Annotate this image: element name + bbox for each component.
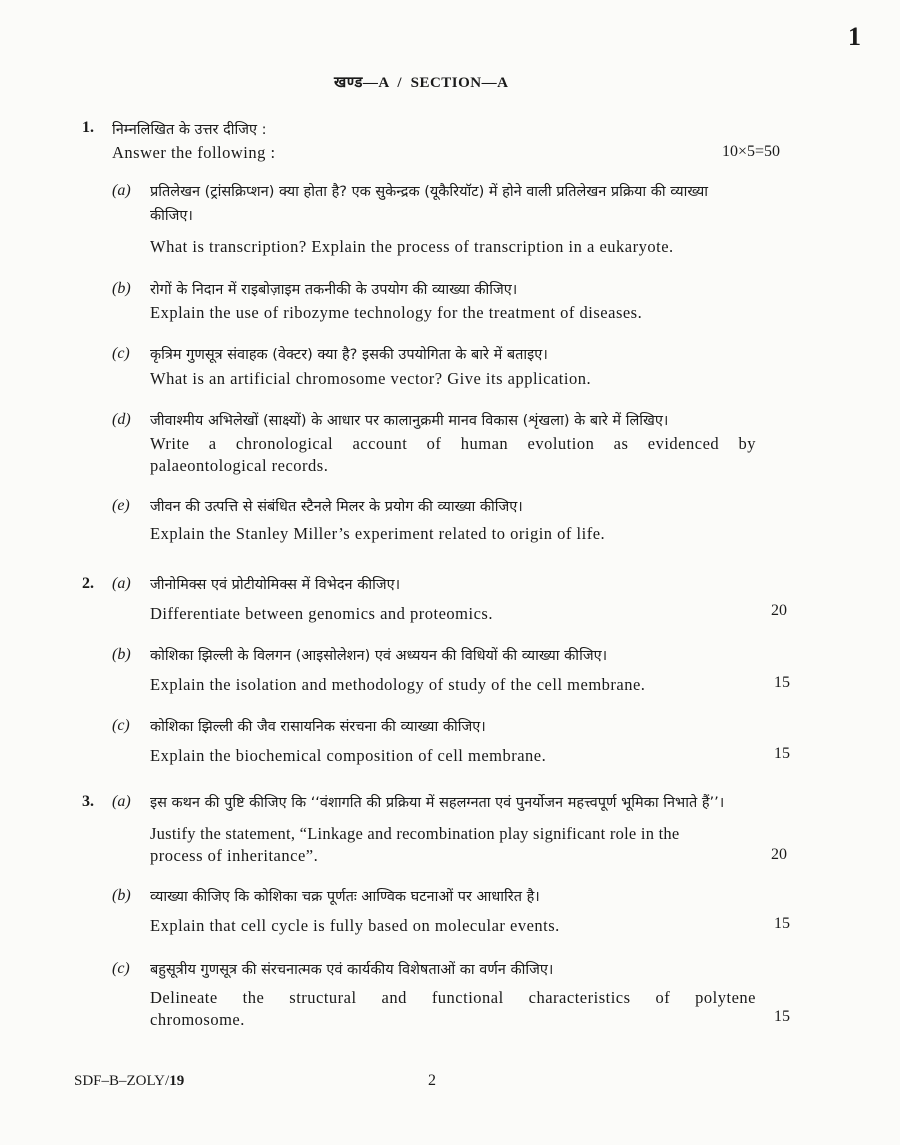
q1b-label: (b) [112, 280, 131, 297]
question-number-3: 3. [82, 793, 94, 810]
q2a-label: (a) [112, 575, 131, 592]
q3b-hindi: व्याख्या कीजिए कि कोशिका चक्र पूर्णतः आण्विक घटनाओं पर आधारित है। [150, 889, 540, 905]
q3c-label: (c) [112, 960, 130, 977]
corner-mark: 1 [848, 22, 861, 51]
q1e-label: (e) [112, 497, 130, 514]
q2c-label: (c) [112, 717, 130, 734]
q2a-english: Differentiate between genomics and proteomics. [150, 604, 493, 623]
q3b-label: (b) [112, 887, 131, 904]
q2b-hindi: कोशिका झिल्ली के विलगन (आइसोलेशन) एवं अध्ययन की विधियों की व्याख्या कीजिए। [150, 648, 608, 664]
paper-code [74, 1073, 184, 1090]
q3b-marks: 15 [774, 915, 790, 932]
q3c-english-line2: chromosome. [150, 1010, 245, 1029]
section-heading-hindi: खण्ड [334, 73, 363, 91]
q2a-marks: 20 [771, 602, 787, 619]
question-number-2: 2. [82, 575, 94, 592]
q1a-label: (a) [112, 182, 131, 199]
q1a-hindi-line2: कीजिए। [150, 208, 193, 224]
q2c-english: Explain the biochemical composition of cell membrane. [150, 746, 547, 765]
question-number-1: 1. [82, 119, 94, 136]
paper-code-year: 19 [169, 1073, 185, 1089]
section-heading-separator: —A / [362, 75, 411, 91]
q1a-hindi-line1: प्रतिलेखन (ट्रांसक्रिप्शन) क्या होता है? एक सुकेन्द्रक (यूकैरियॉट) में होने वाली प्रतिलेखन प्रक्रिया की व्याख्या [150, 184, 709, 200]
q3b-english: Explain that cell cycle is fully based on molecular events. [150, 916, 560, 935]
section-heading-english: SECTION—A [410, 75, 509, 91]
q2a-hindi: जीनोमिक्स एवं प्रोटीयोमिक्स में विभेदन कीजिए। [150, 577, 401, 593]
q3c-marks: 15 [774, 1008, 790, 1025]
q2c-marks: 15 [774, 745, 790, 762]
q1d-hindi: जीवाश्मीय अभिलेखों (साक्ष्यों) के आधार पर कालानुक्रमी मानव विकास (शृंखला) के बारे में लिखिए। [150, 413, 669, 429]
q1d-label: (d) [112, 411, 131, 428]
page-number: 2 [428, 1072, 436, 1089]
q3a-label: (a) [112, 793, 131, 810]
q1d-english-line1: Write a chronological account of human evolution as evidenced by [150, 434, 756, 453]
q1b-english: Explain the use of ribozyme technology for the treatment of diseases. [150, 303, 643, 322]
q3c-hindi: बहुसूत्रीय गुणसूत्र की संरचनात्मक एवं कार्यकीय विशेषताओं का वर्णन कीजिए। [150, 962, 554, 978]
q1d-english-line2: palaeontological records. [150, 456, 329, 475]
q1b-hindi: रोगों के निदान में राइबोज़ाइम तकनीकी के उपयोग की व्याख्या कीजिए। [150, 282, 518, 298]
q2b-marks: 15 [774, 674, 790, 691]
q1e-english: Explain the Stanley Miller’s experiment related to origin of life. [150, 524, 606, 543]
q2b-label: (b) [112, 646, 131, 663]
q1c-hindi: कृत्रिम गुणसूत्र संवाहक (वेक्टर) क्या है? इसकी उपयोगिता के बारे में बताइए। [150, 347, 548, 363]
q1-marks: 10×5=50 [722, 143, 781, 160]
q3a-hindi: इस कथन की पुष्टि कीजिए कि ‘‘वंशागति की प्रक्रिया में सहलग्नता एवं पुनर्योजन महत्त्वपूर्ण भूमिका निभाते हैं’’। [150, 795, 725, 811]
q3a-english-line1: Justify the statement, “Linkage and recombination play significant role in the [150, 824, 680, 843]
q3a-marks: 20 [771, 846, 787, 863]
q1-intro-english: Answer the following : [112, 143, 276, 162]
q3a-english-line2: process of inheritance”. [150, 846, 319, 865]
section-heading [334, 72, 508, 92]
paper-code-prefix: SDF–B–ZOLY/ [74, 1073, 170, 1089]
q2b-english: Explain the isolation and methodology of study of the cell membrane. [150, 675, 646, 694]
q3c-english-line1: Delineate the structural and functional characteristics of polytene [150, 988, 756, 1007]
q1c-label: (c) [112, 345, 130, 362]
q1c-english: What is an artificial chromosome vector? Give its application. [150, 369, 592, 388]
q1e-hindi: जीवन की उत्पत्ति से संबंधित स्टैनले मिलर के प्रयोग की व्याख्या कीजिए। [150, 499, 523, 515]
q1-intro-hindi: निम्नलिखित के उत्तर दीजिए : [112, 122, 267, 138]
q1a-english: What is transcription? Explain the process of transcription in a eukaryote. [150, 237, 674, 256]
q2c-hindi: कोशिका झिल्ली की जैव रासायनिक संरचना की व्याख्या कीजिए। [150, 719, 486, 735]
